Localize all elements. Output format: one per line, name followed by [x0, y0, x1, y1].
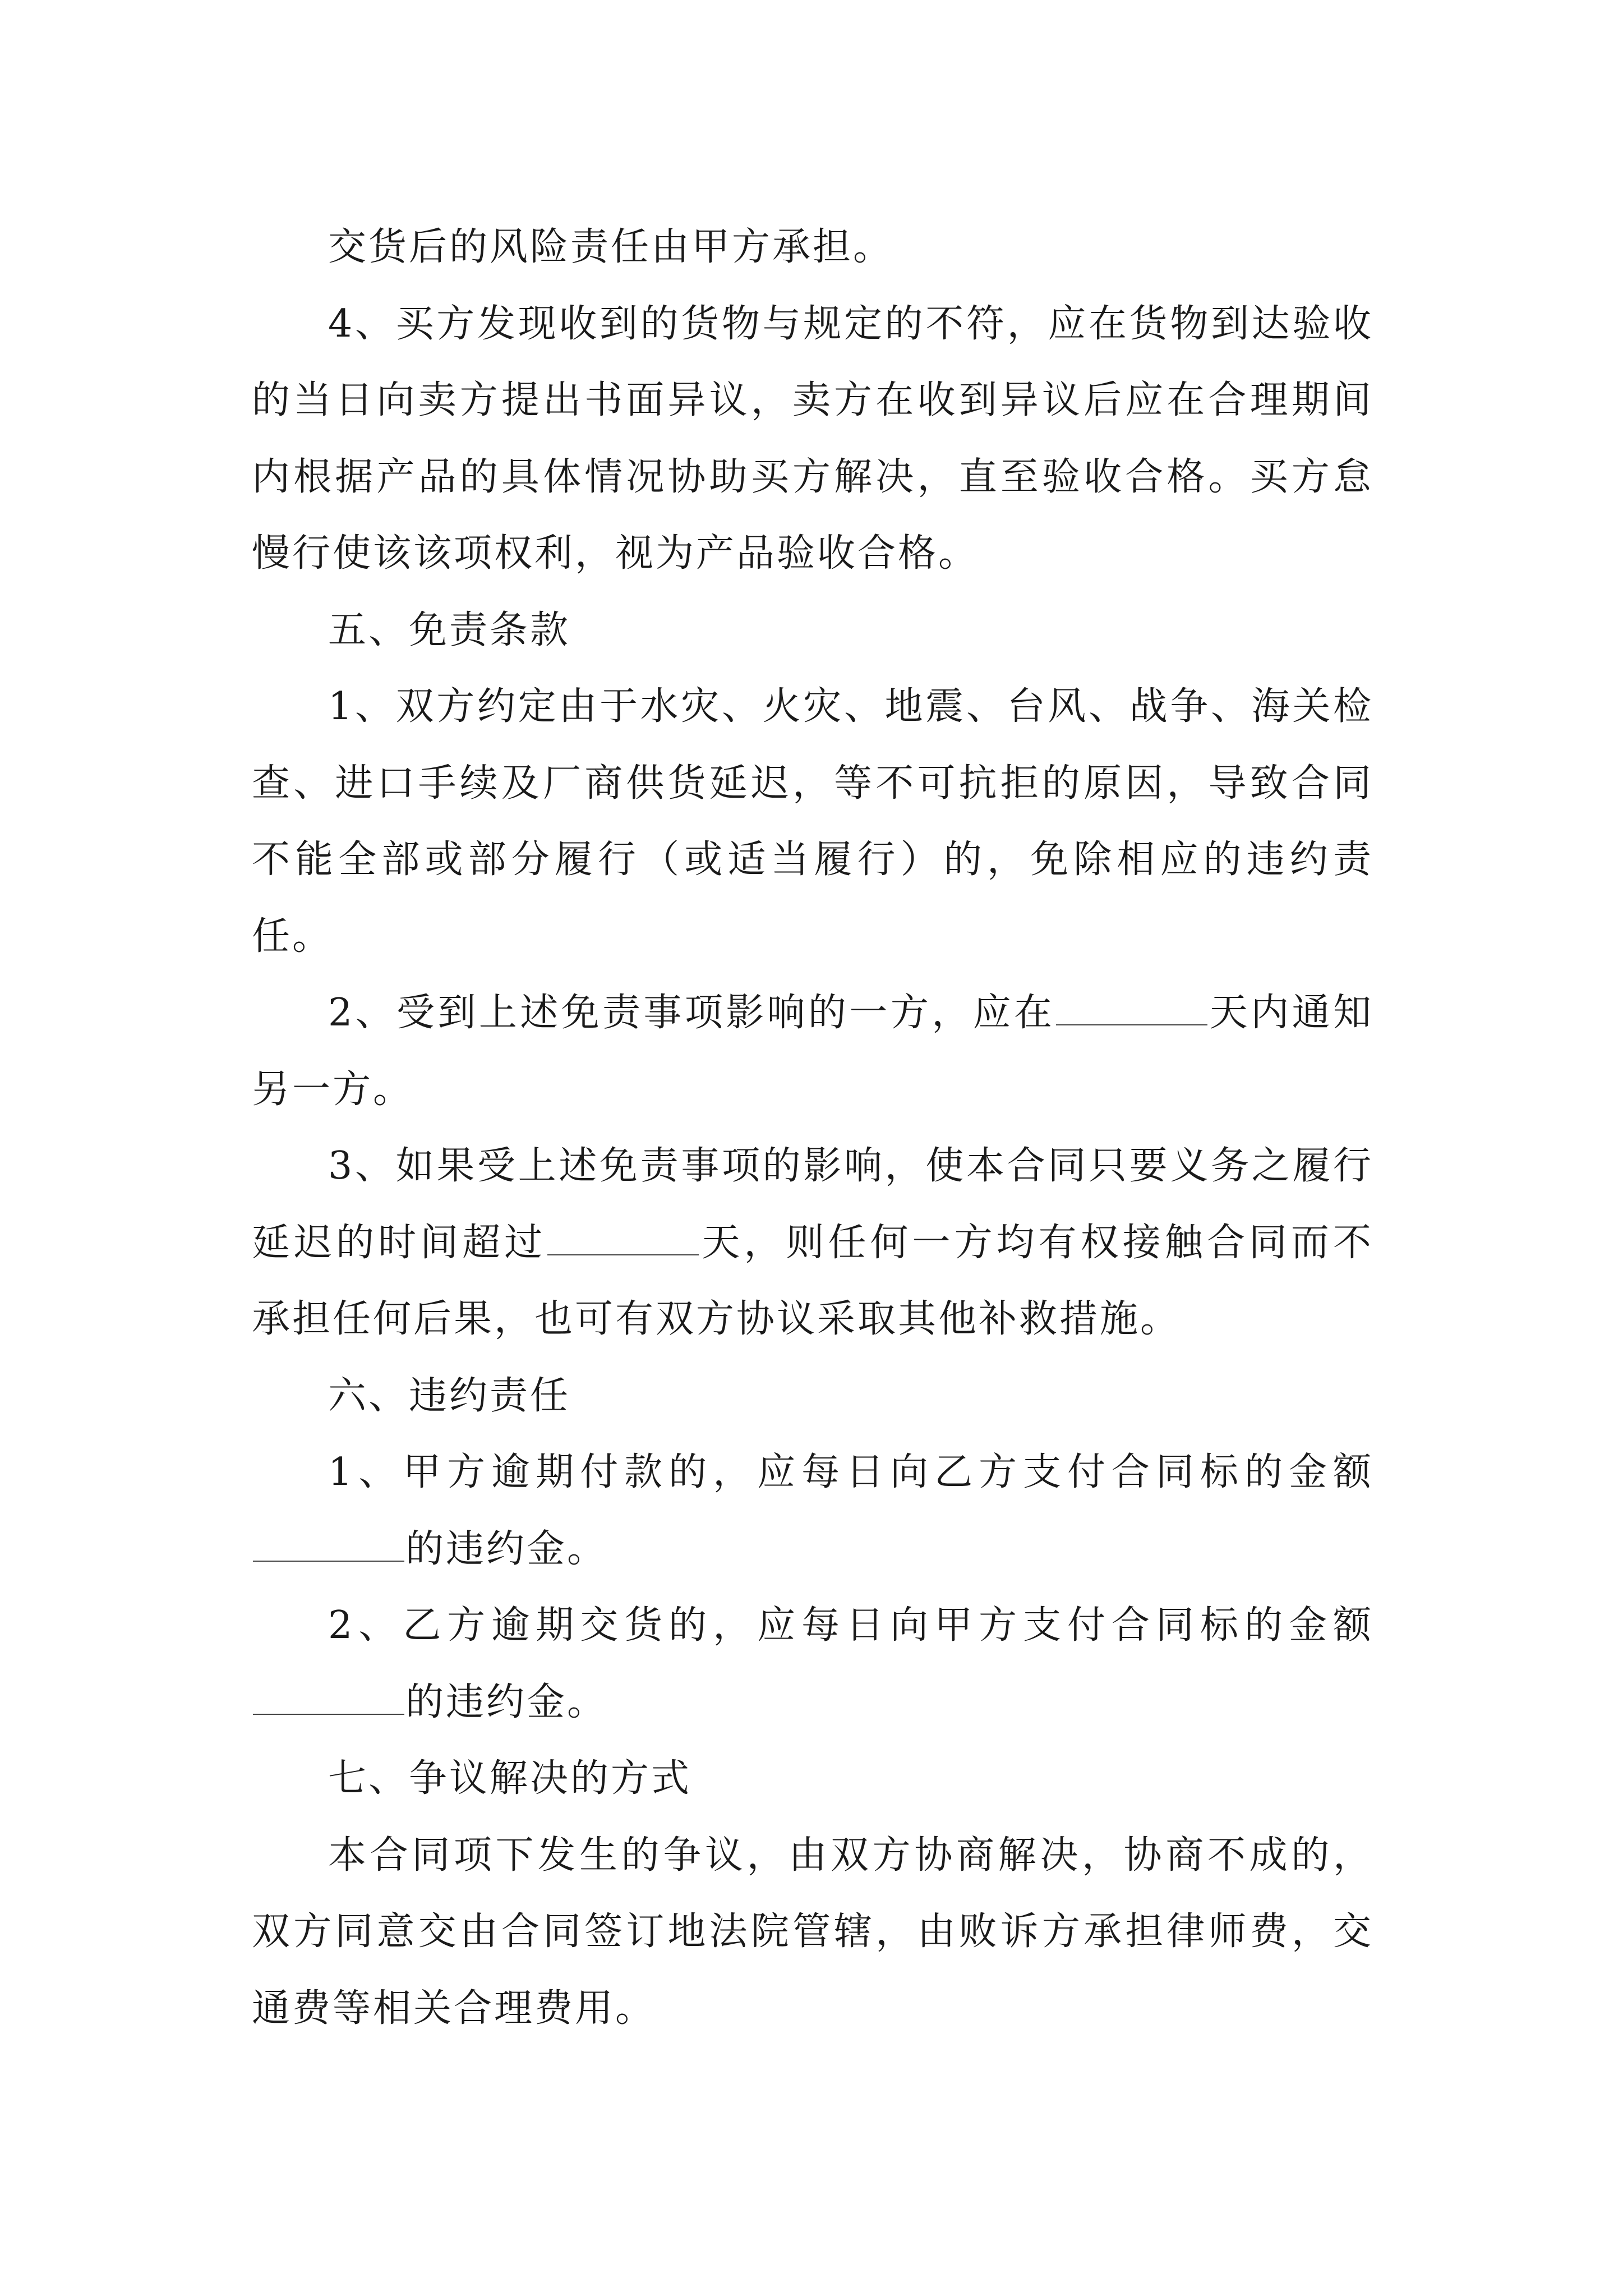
- fill-in-blank-penalty-rate-a[interactable]: [253, 1530, 404, 1562]
- fill-in-blank-penalty-rate-b[interactable]: [253, 1683, 404, 1715]
- fill-in-blank-days[interactable]: [1056, 994, 1207, 1025]
- paragraph-text: 1、双方约定由于水灾、火灾、地震、台风、战争、海关检查、进口手续及厂商供货延迟，等不可抗拒的原因，导致合同不能全部或部分履行（或适当履行）的，免除相应的违约责任。: [252, 684, 1373, 959]
- section-heading-exemption: [252, 592, 1373, 669]
- paragraph-exemption-2: [252, 975, 1373, 1128]
- fill-in-blank-delay-days[interactable]: [547, 1224, 699, 1255]
- paragraph-text-before-blank: 1、甲方逾期付款的，应每日向乙方支付合同标的金额: [328, 1450, 1373, 1494]
- paragraph-dispute-resolution: [252, 1818, 1373, 2047]
- section-heading-liability: [252, 1358, 1373, 1435]
- paragraph-exemption-1: [252, 669, 1373, 975]
- heading-text: 五、免责条款: [328, 608, 571, 652]
- paragraph-liability-1: [252, 1434, 1373, 1588]
- paragraph-text-before-blank: 2、受到上述免责事项影响的一方，应在: [328, 991, 1055, 1035]
- paragraph-risk-responsibility: [252, 209, 1373, 286]
- paragraph-text: 本合同项下发生的争议，由双方协商解决，协商不成的，双方同意交由合同签订地法院管辖，由败诉方承担律师费，交通费等相关合理费用。: [252, 1833, 1373, 2031]
- paragraph-text-after-blank: 的违约金。: [405, 1680, 608, 1724]
- paragraph-text-after-blank: 的违约金。: [405, 1526, 608, 1571]
- heading-text: 六、违约责任: [328, 1373, 571, 1418]
- paragraph-text: 交货后的风险责任由甲方承担。: [328, 225, 894, 269]
- paragraph-text-before-blank: 3、如果受上述免责事项的影响，使本合同只要义务之履行延迟的时间超过: [252, 1144, 1373, 1265]
- paragraph-clause-4-inspection: [252, 286, 1373, 592]
- paragraph-text-after-blank: 天，则任何一方均有权接触合同而不承担任何后果，也可有双方协议采取其他补救措施。: [252, 1220, 1373, 1341]
- heading-text: 七、争议解决的方式: [328, 1756, 692, 1801]
- document-body: [252, 209, 1373, 2047]
- section-heading-dispute: [252, 1741, 1373, 1818]
- paragraph-text: 4、买方发现收到的货物与规定的不符，应在货物到达验收的当日向卖方提出书面异议，卖方在收到异议后应在合理期间内根据产品的具体情况协助买方解决，直至验收合格。买方怠慢行使该该项权利，视为产品验收合格。: [252, 301, 1373, 576]
- paragraph-exemption-3: [252, 1128, 1373, 1358]
- paragraph-liability-2: [252, 1588, 1373, 1741]
- paragraph-text-before-blank: 2、乙方逾期交货的，应每日向甲方支付合同标的金额: [328, 1603, 1373, 1648]
- paragraph-text-after-blank: 天内通知另一方。: [252, 991, 1373, 1112]
